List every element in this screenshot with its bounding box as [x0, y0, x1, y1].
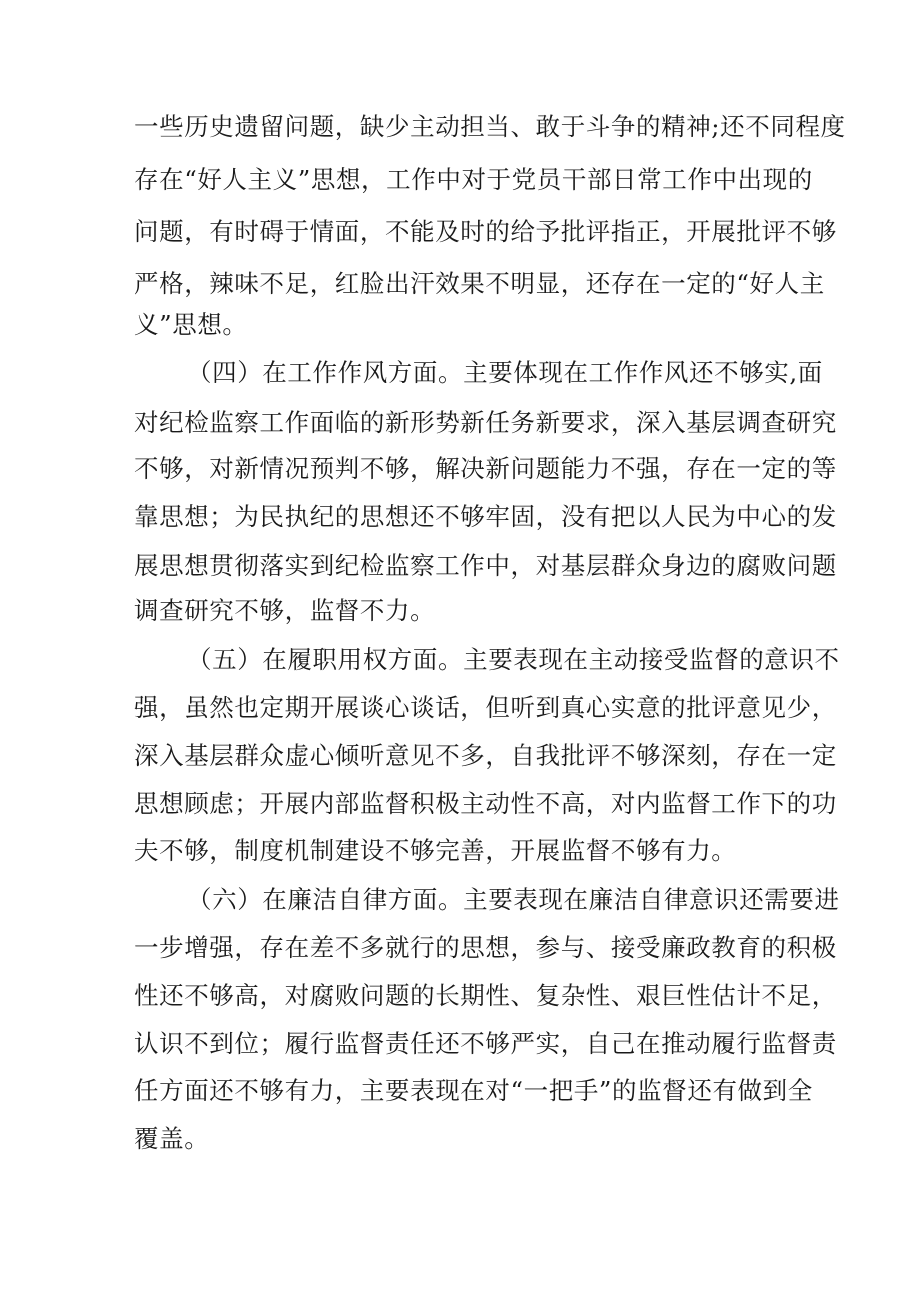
paragraph-heading-line: （六）在廉洁自律方面。主要表现在廉洁自律意识还需要进	[187, 885, 840, 914]
text-line: 严格，辣味不足，红脸出汗效果不明显，还存在一定的“好人主	[134, 269, 825, 298]
text-line: 展思想贯彻落实到纪检监察工作中，对基层群众身边的腐败问题	[134, 551, 837, 580]
text-line: 调查研究不够，监督不力。	[134, 596, 436, 625]
text-line: 性还不够高，对腐败问题的长期性、复杂性、艰巨性估计不足，	[134, 981, 837, 1010]
text-line: 对纪检监察工作面临的新形势新任务新要求，深入基层调查研究	[134, 408, 837, 437]
text-line: 义”思想。	[134, 310, 248, 339]
text-line: 思想顾虑；开展内部监督积极主动性不高，对内监督工作下的功	[134, 789, 837, 818]
text-line: 任方面还不够有力，主要表现在对“一把手”的监督还有做到全	[134, 1076, 813, 1105]
text-line: 夫不够，制度机制建设不够完善，开展监督不够有力。	[134, 836, 737, 865]
text-line: 一些历史遗留问题，缺少主动担当、敢于斗争的精神;还不同程度	[134, 112, 846, 141]
text-line: 强，虽然也定期开展谈心谈话，但听到真心实意的批评意见少，	[134, 693, 837, 722]
text-line: 一步增强，存在差不多就行的思想，参与、接受廉政教育的积极	[134, 933, 837, 962]
text-line: 覆盖。	[134, 1124, 210, 1153]
text-line: 存在“好人主义”思想，工作中对于党员干部日常工作中出现的	[134, 165, 813, 194]
paragraph-heading-line: （五）在履职用权方面。主要表现在主动接受监督的意识不	[187, 645, 840, 674]
text-line: 问题，有时碍于情面，不能及时的给予批评指正，开展批评不够	[134, 217, 837, 246]
text-line: 深入基层群众虚心倾听意见不多，自我批评不够深刻，存在一定	[134, 741, 837, 770]
paragraph-heading-line: （四）在工作作风方面。主要体现在工作作风还不够实,面	[187, 358, 823, 387]
text-line: 认识不到位；履行监督责任还不够严实，自己在推动履行监督责	[134, 1029, 837, 1058]
text-line: 不够，对新情况预判不够，解决新问题能力不强，存在一定的等	[134, 454, 837, 483]
text-line: 靠思想；为民执纪的思想还不够牢固，没有把以人民为中心的发	[134, 502, 837, 531]
